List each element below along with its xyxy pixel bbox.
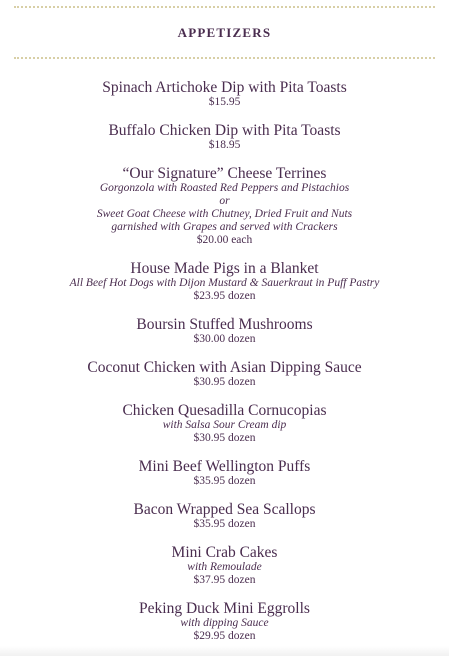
menu-item xyxy=(12,600,437,643)
menu-item xyxy=(12,501,437,531)
menu-item-description: with Remoulade xyxy=(187,561,262,573)
menu-item-description: Sweet Goat Cheese with Chutney, Dried Fruit and Nuts xyxy=(96,208,353,220)
menu-item xyxy=(12,260,437,303)
menu-item xyxy=(12,544,437,587)
menu-item-name: Chicken Quesadilla Cornucopias xyxy=(122,402,327,419)
menu-item-name: House Made Pigs in a Blanket xyxy=(130,260,319,277)
title-divider xyxy=(14,57,435,59)
menu-item xyxy=(12,79,437,109)
top-divider xyxy=(14,6,435,8)
menu-item-name: Spinach Artichoke Dip with Pita Toasts xyxy=(102,79,347,96)
menu-item-price: $37.95 dozen xyxy=(193,574,256,586)
menu-item-price: $35.95 dozen xyxy=(193,475,256,487)
menu-item-name: Mini Crab Cakes xyxy=(171,544,278,561)
menu-item-name: Bacon Wrapped Sea Scallops xyxy=(133,501,316,518)
menu-item-price: $30.95 dozen xyxy=(193,376,256,388)
menu-item-price: $20.00 each xyxy=(196,234,253,246)
menu-item-price: $30.95 dozen xyxy=(193,432,256,444)
menu-item xyxy=(12,122,437,152)
menu-item-name: Buffalo Chicken Dip with Pita Toasts xyxy=(108,122,341,139)
menu-item-description: with Salsa Sour Cream dip xyxy=(162,419,287,431)
menu-item-name: Coconut Chicken with Asian Dipping Sauce xyxy=(87,359,362,376)
menu-page xyxy=(0,6,449,656)
menu-item-price: $35.95 dozen xyxy=(193,518,256,530)
menu-item xyxy=(12,165,437,247)
menu-item-description: garnished with Grapes and served with Crackers xyxy=(111,221,338,233)
menu-item-description: with dipping Sauce xyxy=(180,617,269,629)
section-title: APPETIZERS xyxy=(177,25,272,40)
menu-item-name: Boursin Stuffed Mushrooms xyxy=(136,316,313,333)
menu-item-price: $18.95 xyxy=(208,139,241,151)
menu-item-description: All Beef Hot Dogs with Dijon Mustard & Sauerkraut in Puff Pastry xyxy=(69,277,380,289)
menu-item xyxy=(12,458,437,488)
menu-item-price: $30.00 dozen xyxy=(193,333,256,345)
menu-item xyxy=(12,359,437,389)
menu-item-price: $15.95 xyxy=(208,96,241,108)
menu-item-description: or xyxy=(219,195,230,207)
menu-item-price: $23.95 dozen xyxy=(193,290,256,302)
menu-item-list xyxy=(12,79,437,643)
menu-item-name: “Our Signature” Cheese Terrines xyxy=(122,165,327,182)
bottom-edge xyxy=(0,646,449,656)
menu-item-description: Gorgonzola with Roasted Red Peppers and Pistachios xyxy=(99,182,350,194)
menu-item xyxy=(12,316,437,346)
menu-item-name: Peking Duck Mini Eggrolls xyxy=(139,600,310,617)
menu-item-name: Mini Beef Wellington Puffs xyxy=(138,458,311,475)
menu-item-price: $29.95 dozen xyxy=(193,630,256,642)
menu-item xyxy=(12,402,437,445)
